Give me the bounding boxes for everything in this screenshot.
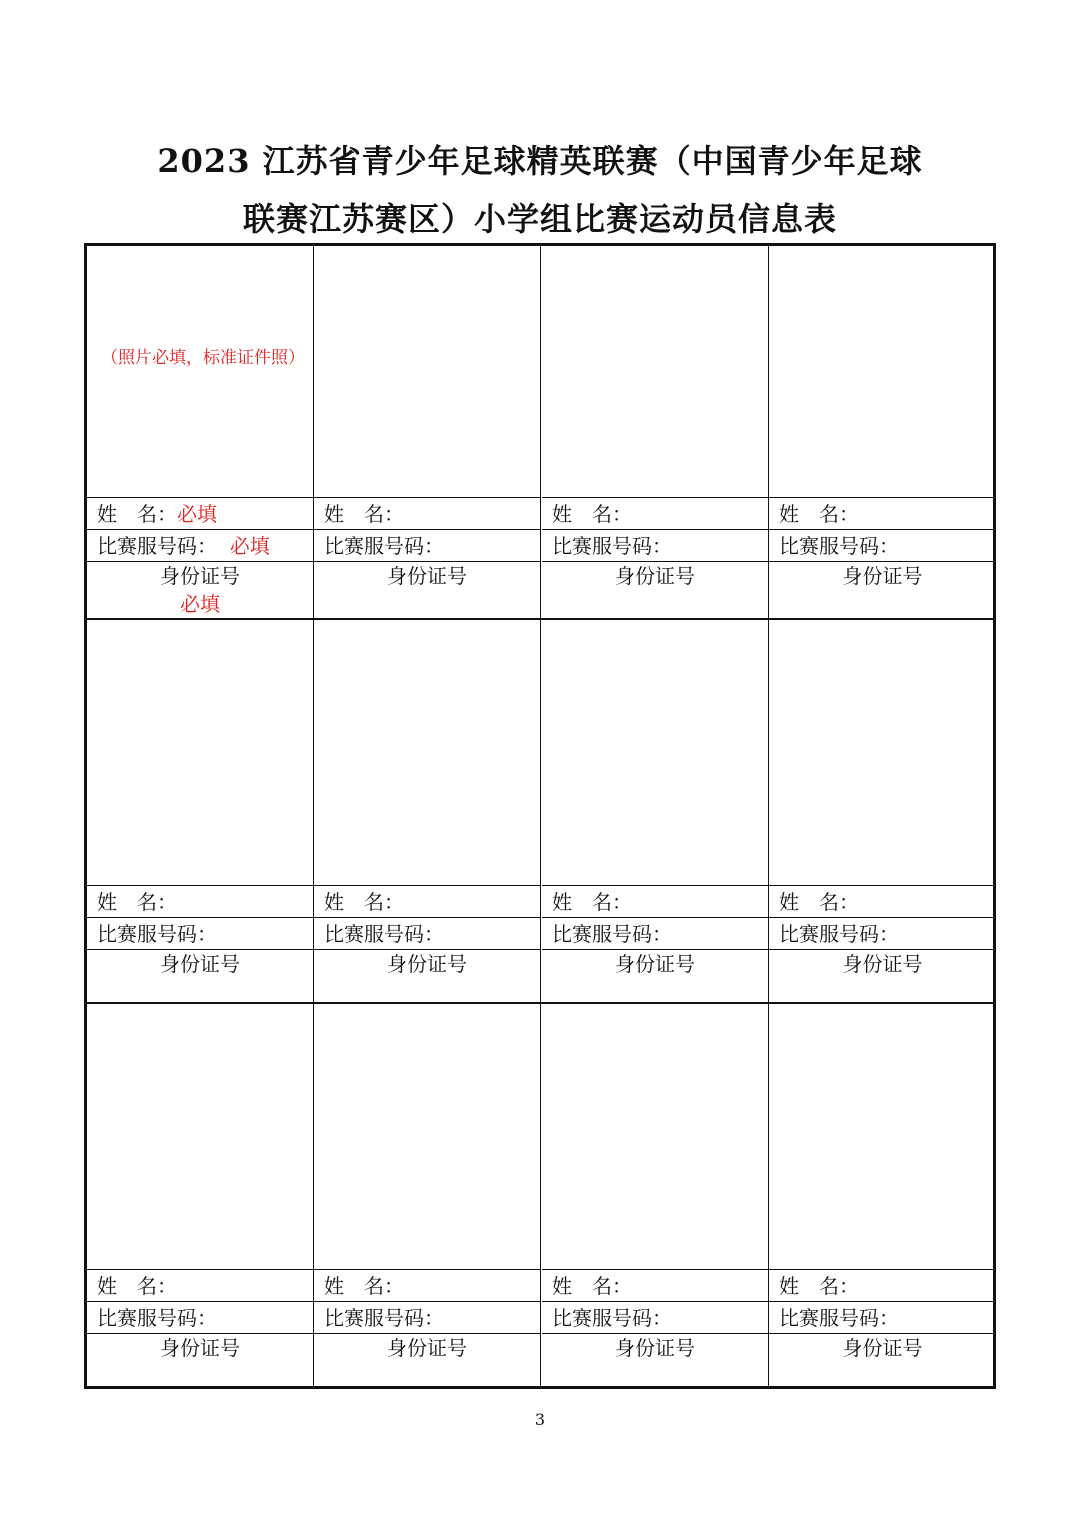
- name-field[interactable]: [542, 498, 768, 530]
- photo-box[interactable]: [314, 620, 540, 886]
- name-field[interactable]: [87, 886, 313, 918]
- jersey-number-label: 比赛服号码：: [324, 922, 444, 946]
- athlete-card: [769, 246, 996, 630]
- name-field[interactable]: [314, 498, 540, 530]
- jersey-number-field[interactable]: [542, 918, 768, 950]
- name-label: 姓 名：: [552, 1274, 632, 1298]
- jersey-number-label: 比赛服号码：: [779, 922, 899, 946]
- athlete-card: [87, 620, 314, 1002]
- name-label: 姓 名：: [552, 502, 632, 526]
- name-field[interactable]: [314, 886, 540, 918]
- id-number-label: 身份证号: [842, 952, 923, 976]
- photo-box[interactable]: [769, 620, 996, 886]
- jersey-number-field[interactable]: [314, 1302, 540, 1334]
- id-number-field[interactable]: [769, 1334, 996, 1390]
- jersey-number-label: 比赛服号码：: [97, 1306, 217, 1330]
- name-label: 姓 名：: [324, 502, 404, 526]
- name-field[interactable]: [87, 1270, 313, 1302]
- photo-box[interactable]: [542, 620, 768, 886]
- jersey-number-field[interactable]: [87, 1302, 313, 1334]
- name-required-hint: 必填: [177, 502, 217, 526]
- name-field[interactable]: [769, 498, 996, 530]
- athlete-card: [314, 1004, 541, 1388]
- document-title-line-2: 联赛江苏赛区）小学组比赛运动员信息表: [242, 200, 837, 238]
- name-label: 姓 名：: [97, 890, 177, 914]
- athlete-card: [87, 246, 314, 630]
- id-number-field[interactable]: [87, 562, 313, 618]
- athlete-info-table: [84, 243, 996, 1389]
- name-field[interactable]: [542, 886, 768, 918]
- id-number-field[interactable]: [87, 950, 313, 1002]
- photo-box[interactable]: [87, 620, 313, 886]
- name-label: 姓 名：: [779, 1274, 859, 1298]
- athlete-card: [769, 620, 996, 1002]
- photo-box[interactable]: [542, 1004, 768, 1270]
- id-number-label: 身份证号: [387, 564, 467, 588]
- name-field[interactable]: [314, 1270, 540, 1302]
- id-number-field[interactable]: [769, 950, 996, 1002]
- id-number-label: 身份证号: [615, 1336, 695, 1360]
- athlete-card: [314, 620, 541, 1002]
- id-number-field[interactable]: [314, 950, 540, 1002]
- id-number-field[interactable]: [542, 562, 768, 618]
- photo-box[interactable]: [542, 246, 768, 498]
- jersey-number-field[interactable]: [542, 1302, 768, 1334]
- name-label: 姓 名：: [97, 1274, 177, 1298]
- name-label: 姓 名：: [779, 890, 859, 914]
- jersey-number-field[interactable]: [87, 918, 313, 950]
- photo-box[interactable]: [769, 1004, 996, 1270]
- athlete-card: [542, 246, 769, 630]
- jersey-number-label: 比赛服号码：: [552, 534, 672, 558]
- id-number-field[interactable]: [87, 1334, 313, 1390]
- name-label: 姓 名：: [324, 890, 404, 914]
- athlete-card: [542, 620, 769, 1002]
- jersey-number-field[interactable]: [314, 918, 540, 950]
- id-number-field[interactable]: [542, 1334, 768, 1390]
- photo-box[interactable]: [314, 1004, 540, 1270]
- id-number-label: 身份证号: [160, 1336, 240, 1360]
- id-number-field[interactable]: [314, 562, 540, 618]
- athlete-row-1: [87, 246, 993, 630]
- photo-box[interactable]: [87, 1004, 313, 1270]
- jersey-number-label: 比赛服号码：: [552, 1306, 672, 1330]
- jersey-number-label: 比赛服号码：: [97, 534, 217, 558]
- id-number-label: 身份证号: [160, 952, 240, 976]
- name-label: 姓 名：: [779, 502, 859, 526]
- document-title-line-1: 2023 江苏省青少年足球精英联赛（中国青少年足球: [157, 142, 923, 180]
- jersey-number-label: 比赛服号码：: [324, 534, 444, 558]
- photo-box[interactable]: [314, 246, 540, 498]
- jersey-number-field[interactable]: [769, 918, 996, 950]
- name-label: 姓 名：: [97, 502, 177, 526]
- athlete-card: [542, 1004, 769, 1388]
- jersey-number-field[interactable]: [542, 530, 768, 562]
- jersey-number-field[interactable]: [87, 530, 313, 562]
- jersey-number-field[interactable]: [314, 530, 540, 562]
- number-required-hint: 必填: [229, 534, 270, 558]
- id-number-field[interactable]: [769, 562, 996, 618]
- athlete-card: [87, 1004, 314, 1388]
- jersey-number-field[interactable]: [769, 1302, 996, 1334]
- id-number-label: 身份证号: [160, 564, 240, 588]
- id-number-label: 身份证号: [615, 952, 695, 976]
- jersey-number-label: 比赛服号码：: [779, 534, 899, 558]
- jersey-number-label: 比赛服号码：: [552, 922, 672, 946]
- name-label: 姓 名：: [324, 1274, 404, 1298]
- name-field[interactable]: [769, 886, 996, 918]
- id-number-label: 身份证号: [387, 1336, 467, 1360]
- athlete-row-2: [87, 618, 993, 1002]
- name-field[interactable]: [87, 498, 313, 530]
- page-number: 3: [534, 1410, 546, 1429]
- photo-box[interactable]: [769, 246, 996, 498]
- photo-instruction: （照片必填，标准证件照）: [101, 348, 305, 368]
- athlete-card: [769, 1004, 996, 1388]
- id-number-field[interactable]: [542, 950, 768, 1002]
- jersey-number-label: 比赛服号码：: [97, 922, 217, 946]
- athlete-card: [314, 246, 541, 630]
- jersey-number-label: 比赛服号码：: [779, 1306, 899, 1330]
- name-label: 姓 名：: [552, 890, 632, 914]
- jersey-number-field[interactable]: [769, 530, 996, 562]
- id-number-label: 身份证号: [615, 564, 695, 588]
- id-number-label: 身份证号: [387, 952, 467, 976]
- id-number-field[interactable]: [314, 1334, 540, 1390]
- athlete-row-3: [87, 1002, 993, 1388]
- name-field[interactable]: [769, 1270, 996, 1302]
- id-number-label: 身份证号: [842, 564, 923, 588]
- photo-box[interactable]: [87, 246, 313, 498]
- id-required-hint: 必填: [180, 592, 220, 616]
- jersey-number-label: 比赛服号码：: [324, 1306, 444, 1330]
- name-field[interactable]: [542, 1270, 768, 1302]
- id-number-label: 身份证号: [842, 1336, 923, 1360]
